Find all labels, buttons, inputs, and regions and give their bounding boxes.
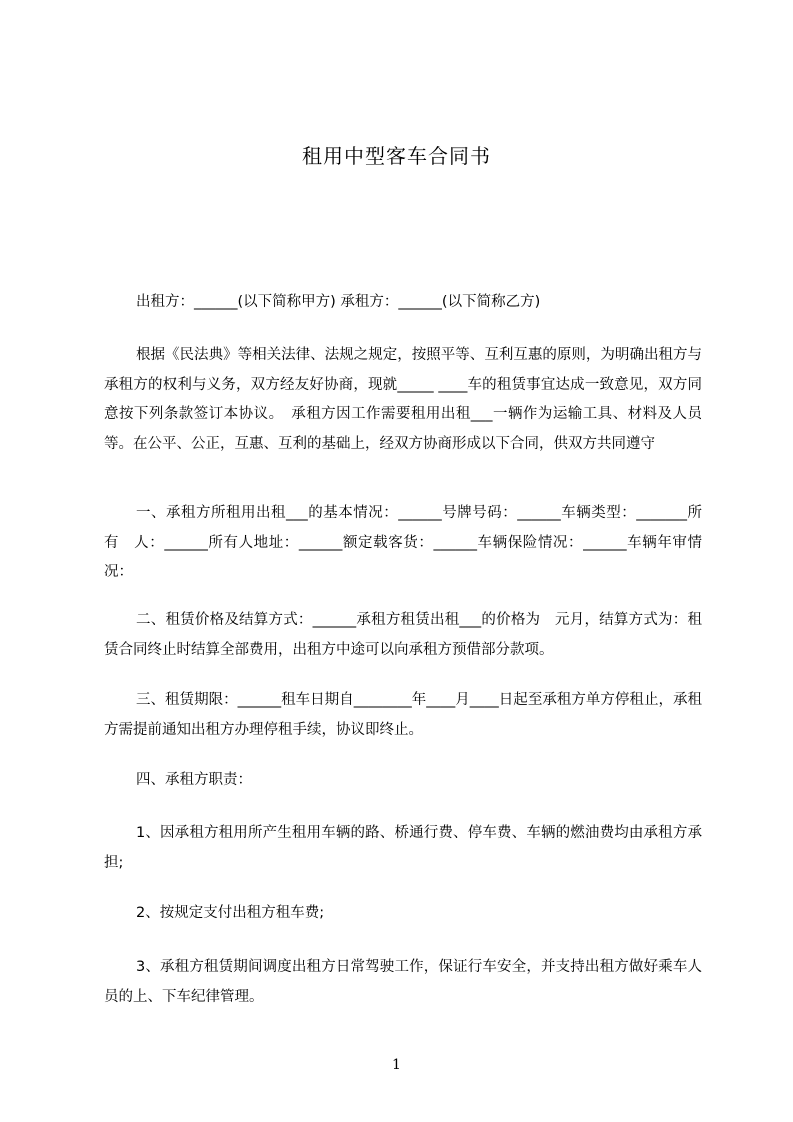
clause-lessee-duties-heading: 四、承租方职责： <box>136 772 252 788</box>
page-number: 1 <box>392 1057 401 1073</box>
duty-item-2: 2、按规定支付出租方租车费; <box>136 905 325 921</box>
duty-item-1: 1、因承租方租用所产生租用车辆的路、桥通行费、停车费、车辆的燃油费均由承租方承担; <box>104 825 702 871</box>
clause-vehicle-info: 一、承租方所租用出租___的基本情况：______号牌号码：______车辆类型：_______所 有 人：______所有人地址：______额定载客货：______车辆保险情况：______车辆年审情况： <box>104 505 702 580</box>
parties-line: 出租方：______(以下简称甲方) 承租方：______(以下简称乙方) <box>136 294 541 310</box>
preamble-paragraph: 根据《民法典》等相关法律、法规之规定，按照平等、互利互惠的原则，为明确出租方与承租方的权利与义务，双方经友好协商，现就_____ ____车的租赁事宜达成一致意见，双方同意按下列条款签订本协议。 承租方因工作需要租用出租___一辆作为运输工具、材料及人员等。在公平、公正，互惠、互利的基础上，经双方协商形成以下合同，供双方共同遵守 <box>104 347 702 452</box>
document-title: 租用中型客车合同书 <box>302 144 491 168</box>
clause-lease-term: 三、租赁期限：______租车日期自________年____月____日起至承租方单方停租止，承租方需提前通知出租方办理停租手续，协议即终止。 <box>104 692 702 738</box>
duty-item-3: 3、承租方租赁期间调度出租方日常驾驶工作，保证行车安全，并支持出租方做好乘车人员的上、下车纪律管理。 <box>104 959 702 1005</box>
clause-price-settlement: 二、租赁价格及结算方式：______承租方租赁出租___的价格为 元月，结算方式为：租赁合同终止时结算全部费用，出租方中途可以向承租方预借部分款项。 <box>104 612 702 658</box>
